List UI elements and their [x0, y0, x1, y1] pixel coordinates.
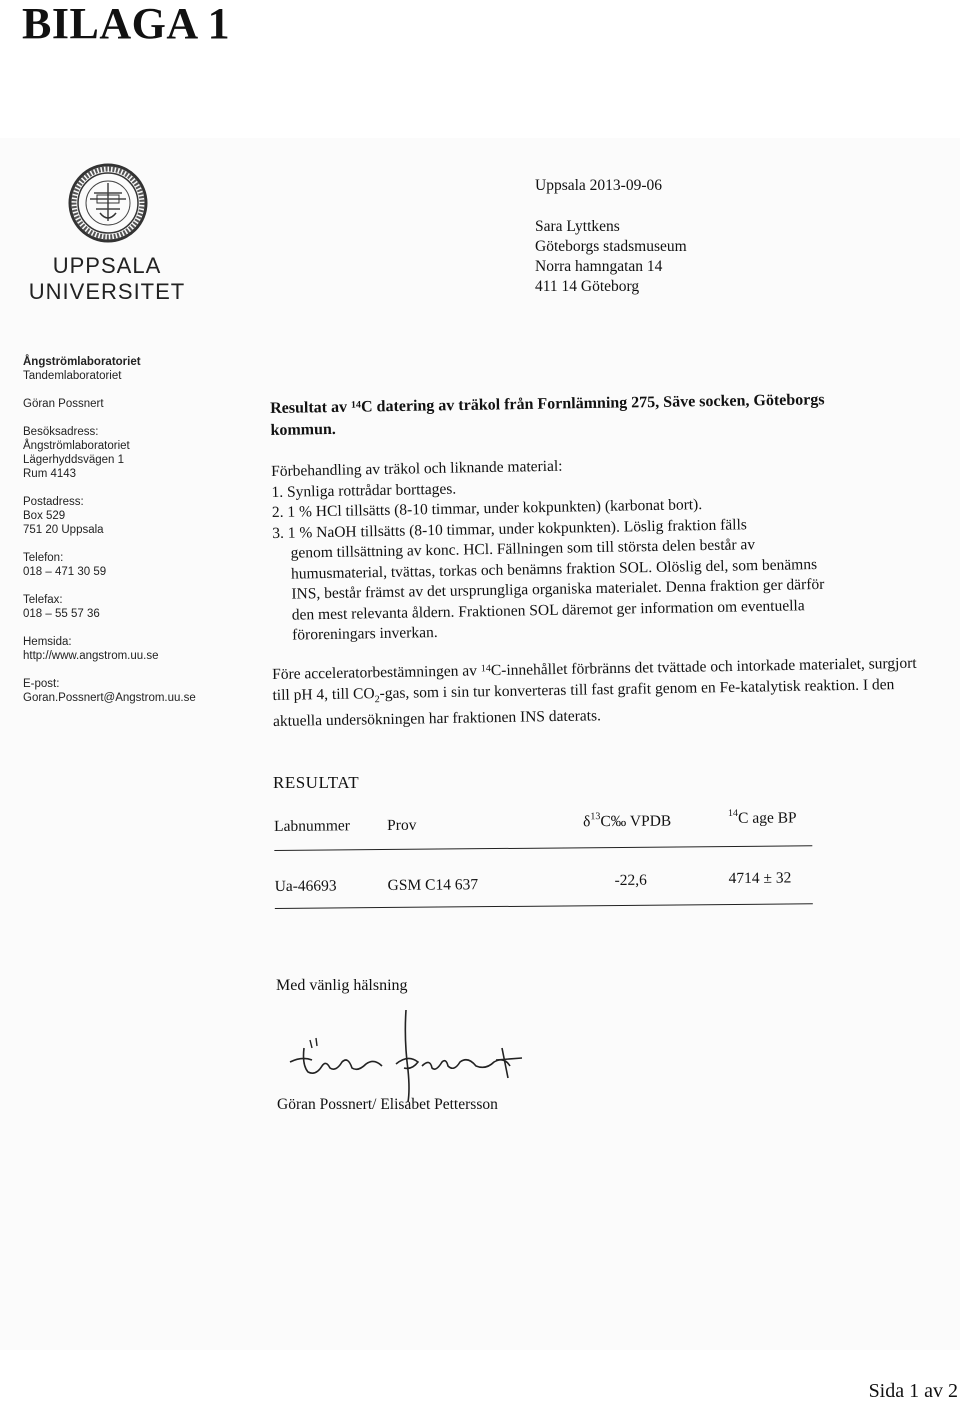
sidebar-email-link[interactable]: Goran.Possnert@Angstrom.uu.se	[23, 692, 196, 704]
pretreatment-section	[271, 452, 834, 647]
university-name-line1: UPPSALA	[52, 253, 162, 278]
recipient-line: 411 14 Göteborg	[535, 278, 640, 295]
university-name-line2: UNIVERSITET	[28, 279, 186, 304]
sidebar-web-label: Hemsida:	[23, 636, 72, 648]
pretreatment-step: 3. 1 % NaOH tillsätts (8-10 timmar, under kokpunkten). Löslig fraktion fälls	[272, 515, 748, 542]
scanned-letter	[0, 138, 960, 1350]
method-paragraph: Före acceleratorbestämningen av $^{14}$C-innehållet förbränns det tvättade och intorkade materialet, surgjort till pH 4, till $CO_2$-gas, som i sin tur konverteras till fast grafit genom en Fe-katalytisk reaktion. I den aktuella undersökningen har fraktionen INS daterats.	[272, 654, 917, 731]
pretreatment-step: 1. Synliga rottrådar borttages.	[271, 480, 457, 501]
col-header-age: $^{14}$C age BP	[727, 807, 797, 827]
sidebar-visit-line: Lägerhyddsvägen 1	[23, 454, 125, 466]
university-seal-icon	[68, 163, 148, 243]
sidebar-fax: 018 – 55 57 36	[23, 608, 100, 620]
page-number: Sida 1 av 2	[868, 1380, 958, 1402]
pretreatment-heading: Förbehandling av träkol och liknande material:	[271, 457, 563, 480]
pretreatment-step-continued: genom tillsättning av konc. HCl. Fällningen som till största delen består av humusmaterial, tvättas, torkas och benämns fraktion SOL. Olöslig del, som benämns INS, består främst av det ursprungliga organiska materialet. Denna fraktion ger därför den mest relevanta åldern. Fraktionen SOL däremot ger information om eventuella föroreningars inverkan.	[290, 536, 825, 644]
results-table	[272, 807, 818, 917]
sidebar-fax-label: Telefax:	[23, 594, 63, 606]
results-heading: RESULTAT	[273, 773, 360, 792]
letter-title: Resultat av $^{14}$C datering av träkol från Fornlämning 275, Säve socken, Göteborgs kommun.	[270, 391, 825, 439]
pretreatment-step: 2. 1 % HCl tillsätts (8-10 timmar, under kokpunkten) (karbonat bort).	[271, 496, 703, 521]
handwritten-signature-icon	[282, 1010, 542, 1110]
recipient-line: Norra hamngatan 14	[535, 258, 663, 275]
closing-greeting: Med vänlig hälsning	[276, 977, 408, 994]
sidebar-lab2: Tandemlaboratoriet	[23, 370, 122, 382]
col-header-prov: Prov	[387, 816, 417, 834]
sidebar-web-link[interactable]: http://www.angstrom.uu.se	[23, 650, 159, 662]
cell-age: 4714 ± 32	[728, 869, 792, 888]
cell-labnummer: Ua-46693	[274, 877, 337, 895]
table-rule-bottom	[275, 903, 813, 909]
cell-delta: -22,6	[614, 871, 647, 890]
cell-prov: GSM C14 637	[387, 876, 479, 894]
col-header-labnummer: Labnummer	[274, 817, 350, 835]
sidebar-person: Göran Possnert	[23, 398, 104, 410]
sidebar-email-label: E-post:	[23, 678, 60, 690]
sidebar-visit-line: Rum 4143	[23, 468, 77, 480]
recipient-line: Sara Lyttkens	[535, 218, 620, 235]
recipient-line: Göteborgs stadsmuseum	[535, 238, 687, 255]
document-heading: BILAGA 1	[22, 0, 231, 48]
sidebar-phone: 018 – 471 30 59	[23, 566, 107, 578]
sidebar-post-line: Box 529	[23, 510, 66, 522]
signers-names: Göran Possnert/ Elisabet Pettersson	[277, 1096, 498, 1113]
sidebar-visit-label: Besöksadress:	[23, 426, 99, 438]
letter-date: Uppsala 2013-09-06	[535, 177, 662, 194]
sidebar-lab1: Ångströmlaboratoriet	[23, 356, 141, 368]
table-rule-top	[274, 845, 812, 851]
sidebar-phone-label: Telefon:	[23, 552, 64, 564]
col-header-delta: $\delta^{13}C‰$ VPDB	[583, 811, 672, 831]
sidebar-post-line: 751 20 Uppsala	[23, 524, 104, 536]
sidebar-visit-line: Ångströmlaboratoriet	[23, 440, 130, 452]
sidebar-post-label: Postadress:	[23, 496, 84, 508]
